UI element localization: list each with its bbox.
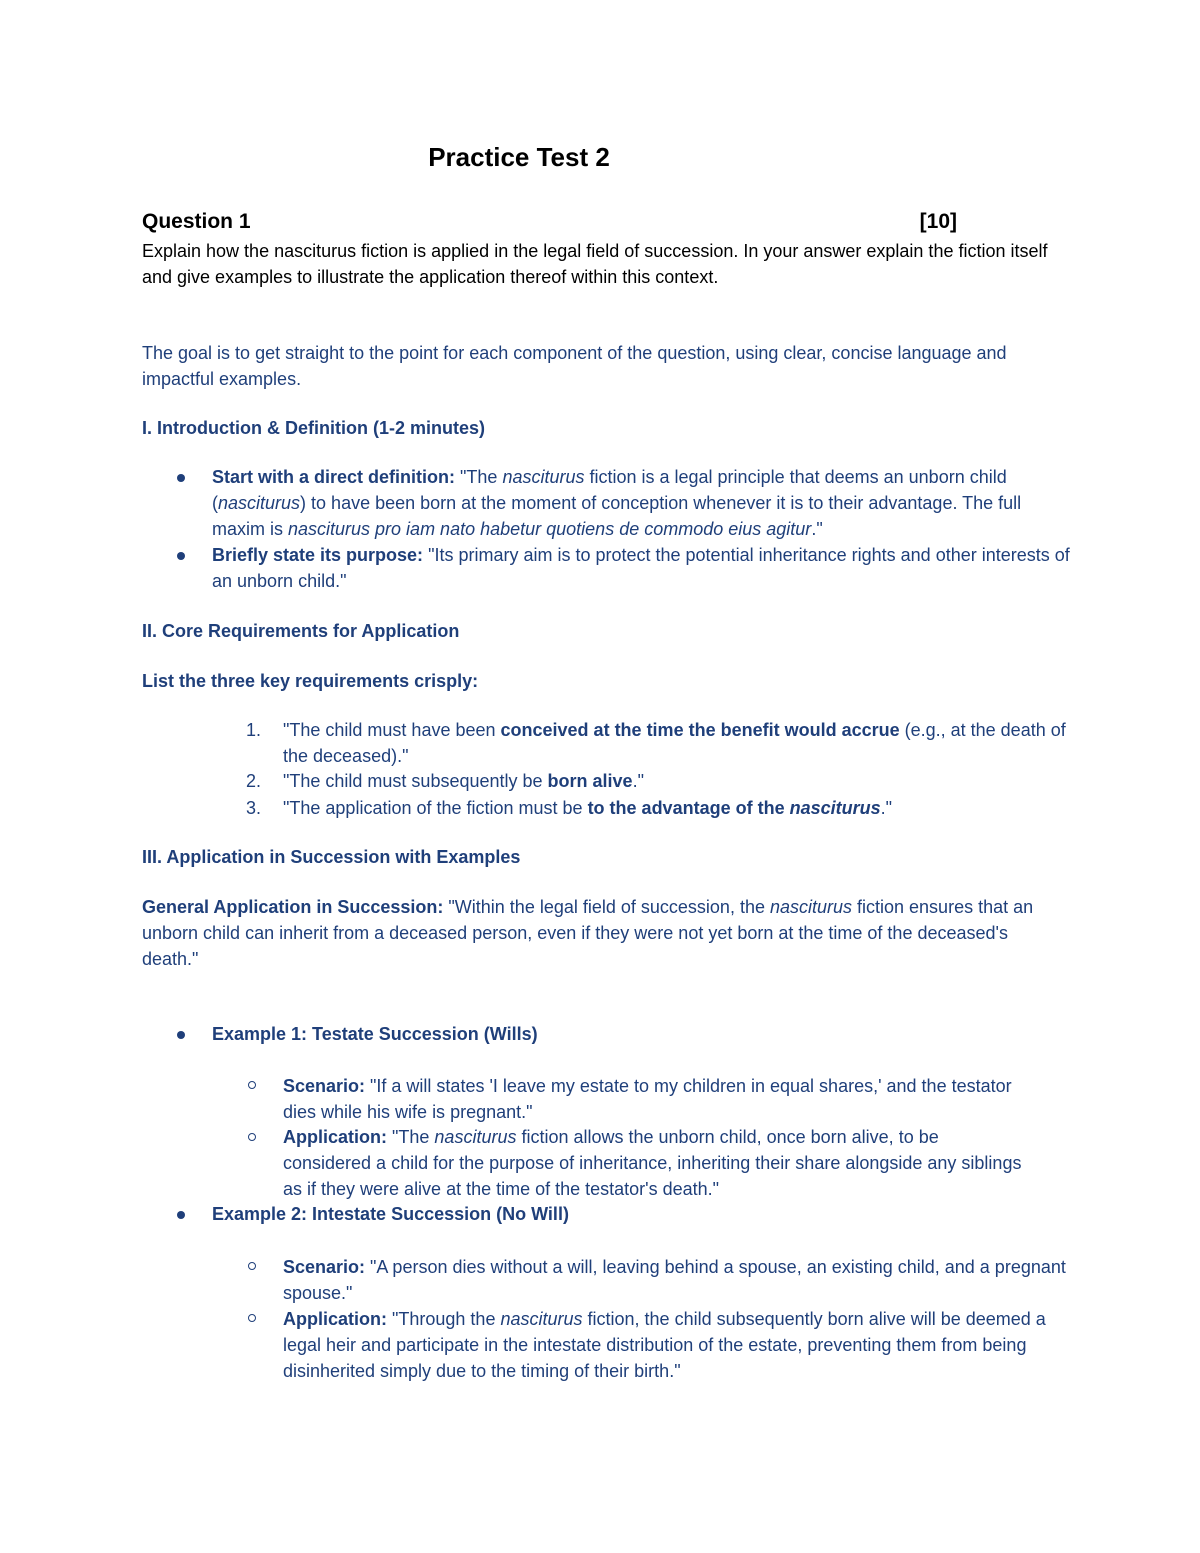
latin-maxim: nasciturus pro iam nato habetur quotiens de commodo eius agitur	[288, 519, 812, 539]
requirement-text: "The child must have been	[283, 720, 501, 740]
requirement-text: "The child must subsequently be	[283, 771, 548, 791]
example-2-heading: Example 2: Intestate Succession (No Will)	[212, 1204, 569, 1224]
requirement-text: ."	[880, 798, 893, 818]
definition-bullet	[212, 464, 1072, 542]
question-heading-row	[142, 208, 957, 236]
requirement-item	[283, 717, 1073, 769]
section-3-heading: III. Application in Succession with Examples	[142, 847, 521, 867]
italic-term: nasciturus	[218, 493, 301, 513]
list-number: 1.	[246, 720, 262, 740]
section-1-heading: I. Introduction & Definition (1-2 minutes)	[142, 418, 485, 438]
page-title: Practice Test 2	[428, 142, 610, 172]
definition-text: ."	[811, 519, 823, 539]
purpose-bullet	[212, 542, 1072, 594]
general-application-text: fiction ensures that an unborn child can inherit from a deceased person, even if they were not yet born at the time of the deceased's death."	[142, 897, 1034, 969]
application-label: Application:	[283, 1309, 387, 1329]
italic-term: nasciturus	[769, 897, 853, 917]
requirement-text: ."	[632, 771, 644, 791]
italic-term: nasciturus	[434, 1127, 517, 1147]
purpose-label: Briefly state its purpose:	[212, 545, 424, 565]
general-application-paragraph	[142, 894, 1057, 972]
sub-bullet-circle	[248, 1133, 256, 1141]
italic-term: nasciturus	[502, 467, 585, 487]
list-number: 2.	[246, 771, 262, 791]
definition-text: "The	[455, 467, 503, 487]
bullet-dot	[177, 552, 185, 560]
intro-paragraph: The goal is to get straight to the point for each component of the question, using clear, concise language and impactful examples.	[142, 343, 1007, 389]
scenario-label: Scenario:	[283, 1257, 366, 1277]
requirement-emphasis: conceived at the time the benefit would accrue	[500, 720, 900, 740]
question-heading: Question 1	[142, 210, 251, 233]
question-text: Explain how the nasciturus fiction is applied in the legal field of succession. In your answer explain the fiction itself and give examples to illustrate the application thereof within this context.	[142, 241, 1048, 287]
bullet-dot	[177, 474, 185, 482]
application-text: "The	[387, 1127, 435, 1147]
application-label: Application:	[283, 1127, 387, 1147]
section-2-subheading: List the three key requirements crisply:	[142, 671, 479, 691]
bullet-dot	[177, 1211, 185, 1219]
application-text: fiction allows the unborn child, once born alive, to be considered a child for the purpose of inheritance, inheriting their share alongside any siblings as if they were alive at the time of the testator's death."	[283, 1127, 1022, 1199]
sub-bullet-circle	[248, 1314, 256, 1322]
requirement-emphasis: born alive	[547, 771, 633, 791]
italic-term: nasciturus	[789, 798, 881, 818]
requirement-text: "The application of the fiction must be	[283, 798, 588, 818]
bullet-dot	[177, 1031, 185, 1039]
question-marks: [10]	[919, 210, 957, 233]
example-1-application	[283, 1124, 1028, 1202]
example-2-scenario	[283, 1254, 1073, 1306]
section-2-heading: II. Core Requirements for Application	[142, 621, 460, 641]
scenario-label: Scenario:	[283, 1076, 366, 1096]
definition-label: Start with a direct definition:	[212, 467, 456, 487]
sub-bullet-circle	[248, 1262, 256, 1270]
list-number: 3.	[246, 798, 262, 818]
requirement-item	[283, 795, 1073, 821]
application-text: fiction, the child subsequently born alive will be deemed a legal heir and participate in the intestate distribution of the estate, preventing them from being disinherited simply due to the timing of their birth."	[283, 1309, 1046, 1381]
requirement-text: (e.g., at the death of the deceased)."	[283, 720, 1066, 766]
purpose-text: "Its primary aim is to protect the potential inheritance rights and other interests of an unborn child."	[212, 545, 1070, 591]
general-application-label: General Application in Succession:	[142, 897, 444, 917]
requirement-item	[283, 768, 1073, 794]
italic-term: nasciturus	[500, 1309, 583, 1329]
definition-text: fiction is a legal principle that deems an unborn child (	[212, 467, 1007, 513]
example-1-heading: Example 1: Testate Succession (Wills)	[212, 1024, 538, 1044]
general-application-text: "Within the legal field of succession, the	[443, 897, 770, 917]
requirement-emphasis: to the advantage of the	[587, 798, 790, 818]
application-text: "Through the	[387, 1309, 501, 1329]
sub-bullet-circle	[248, 1081, 256, 1089]
example-2-application	[283, 1306, 1058, 1384]
definition-text: ) to have been born at the moment of conception whenever it is to their advantage. The full maxim is	[212, 493, 1022, 539]
example-1-scenario	[283, 1073, 1023, 1125]
scenario-text: "A person dies without a will, leaving behind a spouse, an existing child, and a pregnant spouse."	[283, 1257, 1066, 1303]
scenario-text: "If a will states 'I leave my estate to my children in equal shares,' and the testator dies while his wife is pregnant."	[283, 1076, 1012, 1122]
